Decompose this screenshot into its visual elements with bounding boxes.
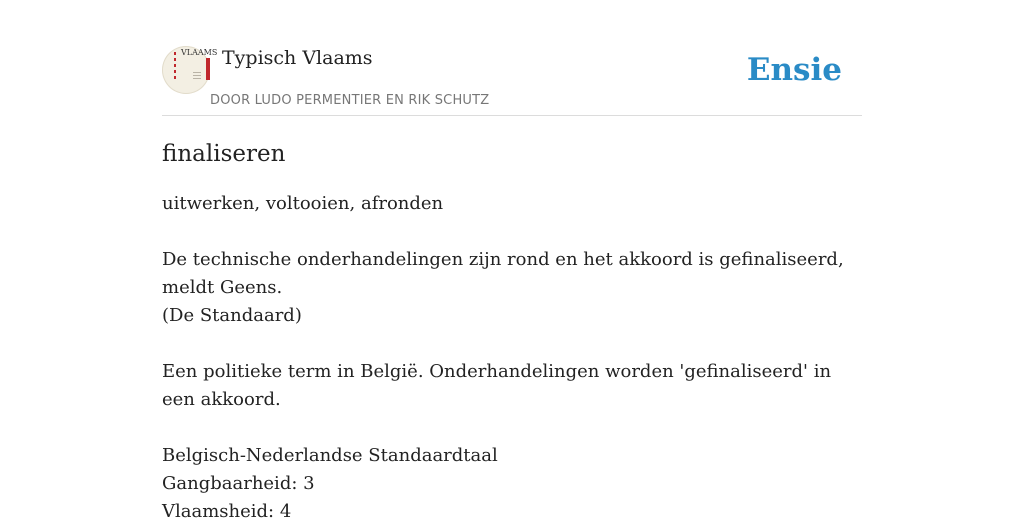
entry-example: De technische onderhandelingen zijn rond en het akkoord is gefinaliseerd, meldt Geens. bbox=[162, 249, 844, 298]
spacer bbox=[162, 414, 862, 442]
avatar-red-marks bbox=[174, 52, 176, 82]
blog-header bbox=[162, 46, 862, 116]
avatar-red-edge bbox=[206, 58, 210, 80]
blog-avatar[interactable] bbox=[162, 46, 218, 94]
blog-authors: DOOR LUDO PERMENTIER EN RIK SCHUTZ bbox=[210, 93, 490, 108]
entry-content bbox=[162, 138, 862, 526]
avatar-letters: VLAAMS bbox=[181, 48, 218, 57]
blog-title[interactable]: Typisch Vlaams bbox=[222, 47, 373, 69]
entry-explanation: Een politieke term in België. Onderhandelingen worden 'gefinaliseerd' in een akkoord. bbox=[162, 361, 832, 410]
avatar-text-lines bbox=[193, 72, 201, 80]
ensie-logo-link[interactable]: Ensie bbox=[746, 52, 842, 88]
entry-term: finaliseren bbox=[162, 141, 286, 167]
entry-body bbox=[162, 190, 862, 526]
entry-definition: uitwerken, voltooien, afronden bbox=[162, 193, 444, 214]
entry-vlaamsheid: Vlaamsheid: 4 bbox=[162, 501, 292, 522]
entry-source: (De Standaard) bbox=[162, 305, 302, 326]
spacer bbox=[162, 330, 862, 358]
entry-gangbaarheid: Gangbaarheid: 3 bbox=[162, 473, 315, 494]
spacer bbox=[162, 218, 862, 246]
entry-language-label: Belgisch-Nederlandse Standaardtaal bbox=[162, 445, 498, 466]
